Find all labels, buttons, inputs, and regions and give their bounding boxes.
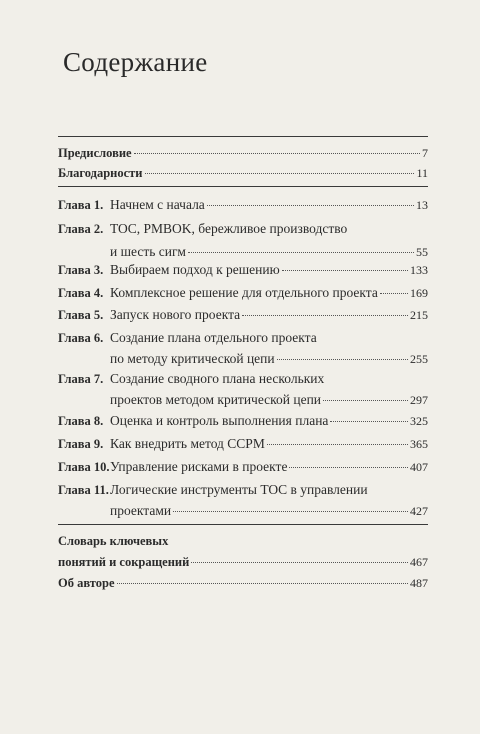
page-number: 215	[410, 308, 428, 322]
dot-leader	[188, 252, 414, 253]
dot-leader	[267, 444, 408, 445]
entry-title: Управление рисками в проекте	[110, 459, 288, 474]
chapter-label: Глава 6.	[58, 331, 104, 345]
page-number: 487	[410, 576, 428, 590]
page-number: 427	[410, 504, 428, 518]
page-number: 407	[410, 460, 428, 474]
dot-leader	[380, 293, 408, 294]
entry-title: Об авторе	[58, 576, 115, 590]
entry-title-line-2: по методу критической цепи	[110, 351, 275, 366]
dot-leader	[191, 562, 408, 563]
toc-entry-chapter-5[interactable]	[58, 306, 428, 324]
dot-leader	[173, 511, 408, 512]
dot-leader	[277, 359, 408, 360]
page-number: 13	[416, 198, 428, 212]
chapter-label: Глава 9.	[58, 437, 104, 451]
chapter-label: Глава 2.	[58, 222, 104, 236]
entry-title-line-1: TOC, PMBOK, бережливое производство	[110, 221, 348, 236]
divider	[58, 524, 428, 525]
toc-entry-chapter-2[interactable]	[58, 220, 428, 261]
entry-title-line-2: и шесть сигм	[110, 244, 186, 259]
toc-entry-chapter-4[interactable]	[58, 284, 428, 302]
chapter-label: Глава 7.	[58, 372, 104, 386]
toc-entry-chapter-9[interactable]	[58, 435, 428, 453]
dot-leader	[134, 153, 420, 154]
page-number: 365	[410, 437, 428, 451]
chapter-label: Глава 10.	[58, 460, 110, 474]
entry-title: Запуск нового проекта	[110, 307, 241, 322]
toc-entry-about-author[interactable]	[58, 574, 428, 592]
toc-entry-preface[interactable]	[58, 144, 428, 162]
page-number: 7	[422, 146, 428, 160]
chapter-label: Глава 3.	[58, 263, 104, 277]
dot-leader	[145, 173, 415, 174]
chapter-label: Глава 11.	[58, 483, 109, 497]
toc-entry-chapter-7[interactable]	[58, 370, 428, 409]
dot-leader	[289, 467, 408, 468]
toc-entry-chapter-11[interactable]	[58, 481, 428, 520]
page-title: Содержание	[63, 47, 208, 77]
entry-title: Выбираем подход к решению	[110, 262, 280, 277]
dot-leader	[207, 205, 414, 206]
entry-title-line-1: Создание сводного плана нескольких	[110, 371, 325, 386]
page-number: 325	[410, 414, 428, 428]
toc-entry-chapter-6[interactable]	[58, 329, 428, 368]
entry-title-line-2: понятий и сокращений	[58, 555, 190, 569]
chapter-label: Глава 5.	[58, 308, 104, 322]
entry-title: Комплексное решение для отдельного проекта	[110, 285, 378, 300]
chapter-label: Глава 1.	[58, 198, 104, 212]
entry-title: Начнем с начала	[110, 197, 205, 212]
page-number: 467	[410, 555, 428, 569]
dot-leader	[282, 270, 408, 271]
toc-entry-acknowledgements[interactable]	[58, 164, 428, 182]
dot-leader	[323, 400, 408, 401]
divider	[58, 186, 428, 187]
entry-title-line-1: Создание плана отдельного проекта	[110, 330, 317, 345]
chapter-label: Глава 8.	[58, 414, 104, 428]
page-number: 297	[410, 393, 428, 407]
page-number: 133	[410, 263, 428, 277]
page-number: 55	[416, 245, 428, 259]
entry-title: Благодарности	[58, 166, 143, 180]
toc-entry-chapter-8[interactable]	[58, 412, 428, 430]
entry-title-line-2: проектами	[110, 503, 172, 518]
divider	[58, 136, 428, 137]
dot-leader	[330, 421, 408, 422]
toc-entry-chapter-10[interactable]	[58, 458, 428, 476]
dot-leader	[117, 583, 408, 584]
chapter-label: Глава 4.	[58, 286, 104, 300]
page-number: 11	[416, 166, 428, 180]
dot-leader	[242, 315, 408, 316]
page-number: 255	[410, 352, 428, 366]
entry-title-line-1: Логические инструменты TOC в управлении	[110, 482, 368, 497]
entry-title: Предисловие	[58, 146, 132, 160]
page-number: 169	[410, 286, 428, 300]
entry-title-line-1: Словарь ключевых	[58, 534, 169, 548]
toc-entry-chapter-1[interactable]	[58, 196, 428, 214]
entry-title-line-2: проектов методом критической цепи	[110, 392, 322, 407]
toc-entry-glossary[interactable]	[58, 532, 428, 571]
entry-title: Как внедрить метод CCPM	[110, 436, 265, 451]
toc-entry-chapter-3[interactable]	[58, 261, 428, 279]
entry-title: Оценка и контроль выполнения плана	[110, 413, 329, 428]
